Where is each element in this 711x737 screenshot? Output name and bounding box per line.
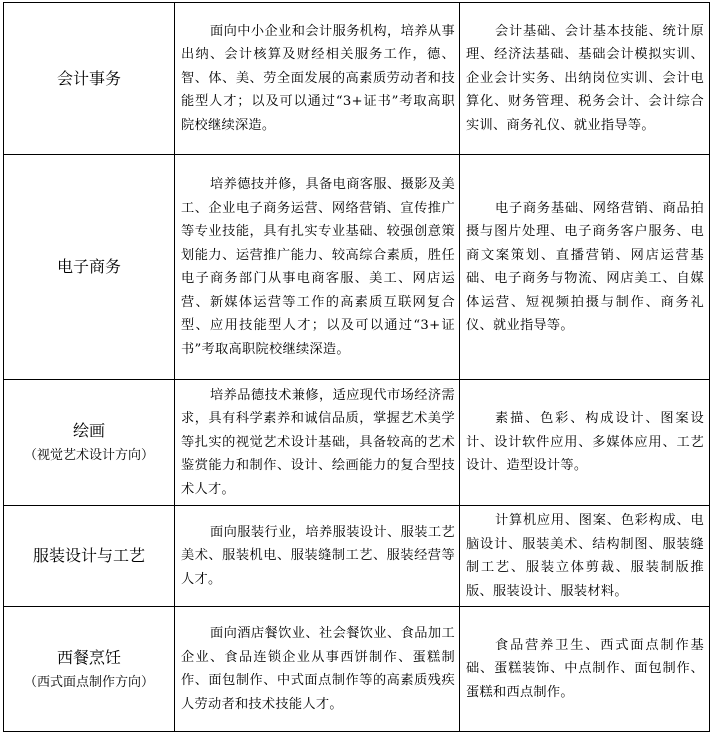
table-row — [4, 3, 710, 155]
core-courses-text: 电子商务基础、网络营销、商品拍摄与图片处理、电子商务客户服务、电商文案策划、直播营销、网店运营基础、电子商务与物流、网店美工、自媒体运营、短视频拍摄与制作、商务礼仪、就业指导等。 — [466, 200, 704, 333]
core-courses-text: 计算机应用、图案、色彩构成、电脑设计、服装美术、结构制图、服装缝制工艺、服装立体剪裁、服装制版推版、服装设计、服装材料。 — [466, 513, 704, 599]
major-direction: （西式面点制作方向） — [23, 674, 154, 690]
training-goal-text: 面向酒店餐饮业、社会餐饮业、食品加工企业、食品连锁企业从事西饼制作、蛋糕制作、面包制作、中式面点制作等的高素质残疾人劳动者和技术技能人才。 — [181, 626, 455, 712]
core-courses-text: 食品营养卫生、西式面点制作基础、蛋糕装饰、中点制作、面包制作、蛋糕和西点制作。 — [466, 637, 704, 700]
core-courses-cell — [460, 506, 710, 607]
core-courses-cell — [460, 155, 710, 380]
major-name: 西餐烹饪 — [56, 647, 121, 667]
training-goal-cell — [175, 155, 460, 380]
table-row — [4, 607, 710, 732]
training-goal-text: 面向中小企业和会计服务机构，培养从事出纳、会计核算及财经相关服务工作，德、智、体、美、劳全面发展的高素质劳动者和技能型人才；以及可以通过“3+证书”考取高职院校继续深造。 — [181, 23, 455, 133]
table-row — [4, 380, 710, 506]
training-goal-text: 面向服装行业，培养服装设计、服装工艺美术、服装机电、服装缝制工艺、服装经营等人才。 — [181, 524, 455, 587]
training-goal-cell — [175, 3, 460, 155]
major-name-cell — [4, 506, 175, 607]
major-name: 服装设计与工艺 — [32, 546, 145, 565]
core-courses-cell — [460, 3, 710, 155]
table-row — [4, 155, 710, 380]
training-goal-cell — [175, 506, 460, 607]
core-courses-text: 会计基础、会计基本技能、统计原理、经济法基础、基础会计模拟实训、企业会计实务、出纳岗位实训、会计电算化、财务管理、税务会计、会计综合实训、商务礼仪、就业指导等。 — [466, 23, 704, 133]
table-row — [4, 506, 710, 607]
major-name-cell — [4, 380, 175, 506]
training-goal-text: 培养品德技术兼修，适应现代市场经济需求，具有科学素养和诚信品质，掌握艺术美学等扎实的视觉艺术设计基础，具备较高的艺术鉴赏能力和制作、设计、绘画能力的复合型技术人才。 — [181, 387, 455, 497]
core-courses-cell — [460, 380, 710, 506]
major-name-cell — [4, 607, 175, 732]
major-name: 电子商务 — [56, 257, 121, 276]
major-name-cell — [4, 3, 175, 155]
training-goal-text: 培养德技并修，具备电商客服、摄影及美工、企业电子商务运营、网络营销、宣传推广等专业技能，具有扎实专业基础、较强创意策划能力、运营推广能力、较高综合素质，胜任电子商务部门从事电商客服、美工、网店运营、新媒体运营等工作的高素质互联网复合型、应用技能型人才；以及可以通过“3+证书”考取高职院校继续深造。 — [181, 177, 455, 357]
training-goal-cell — [175, 380, 460, 506]
major-direction: （视觉艺术设计方向） — [23, 448, 154, 463]
major-name: 会计事务 — [56, 68, 121, 88]
major-name: 绘画 — [72, 421, 105, 440]
core-courses-cell — [460, 607, 710, 732]
core-courses-text: 素描、色彩、构成设计、图案设计、设计软件应用、多媒体应用、工艺设计、造型设计等。 — [466, 411, 704, 474]
training-goal-cell — [175, 607, 460, 732]
major-table — [3, 2, 710, 732]
major-name-cell — [4, 155, 175, 380]
